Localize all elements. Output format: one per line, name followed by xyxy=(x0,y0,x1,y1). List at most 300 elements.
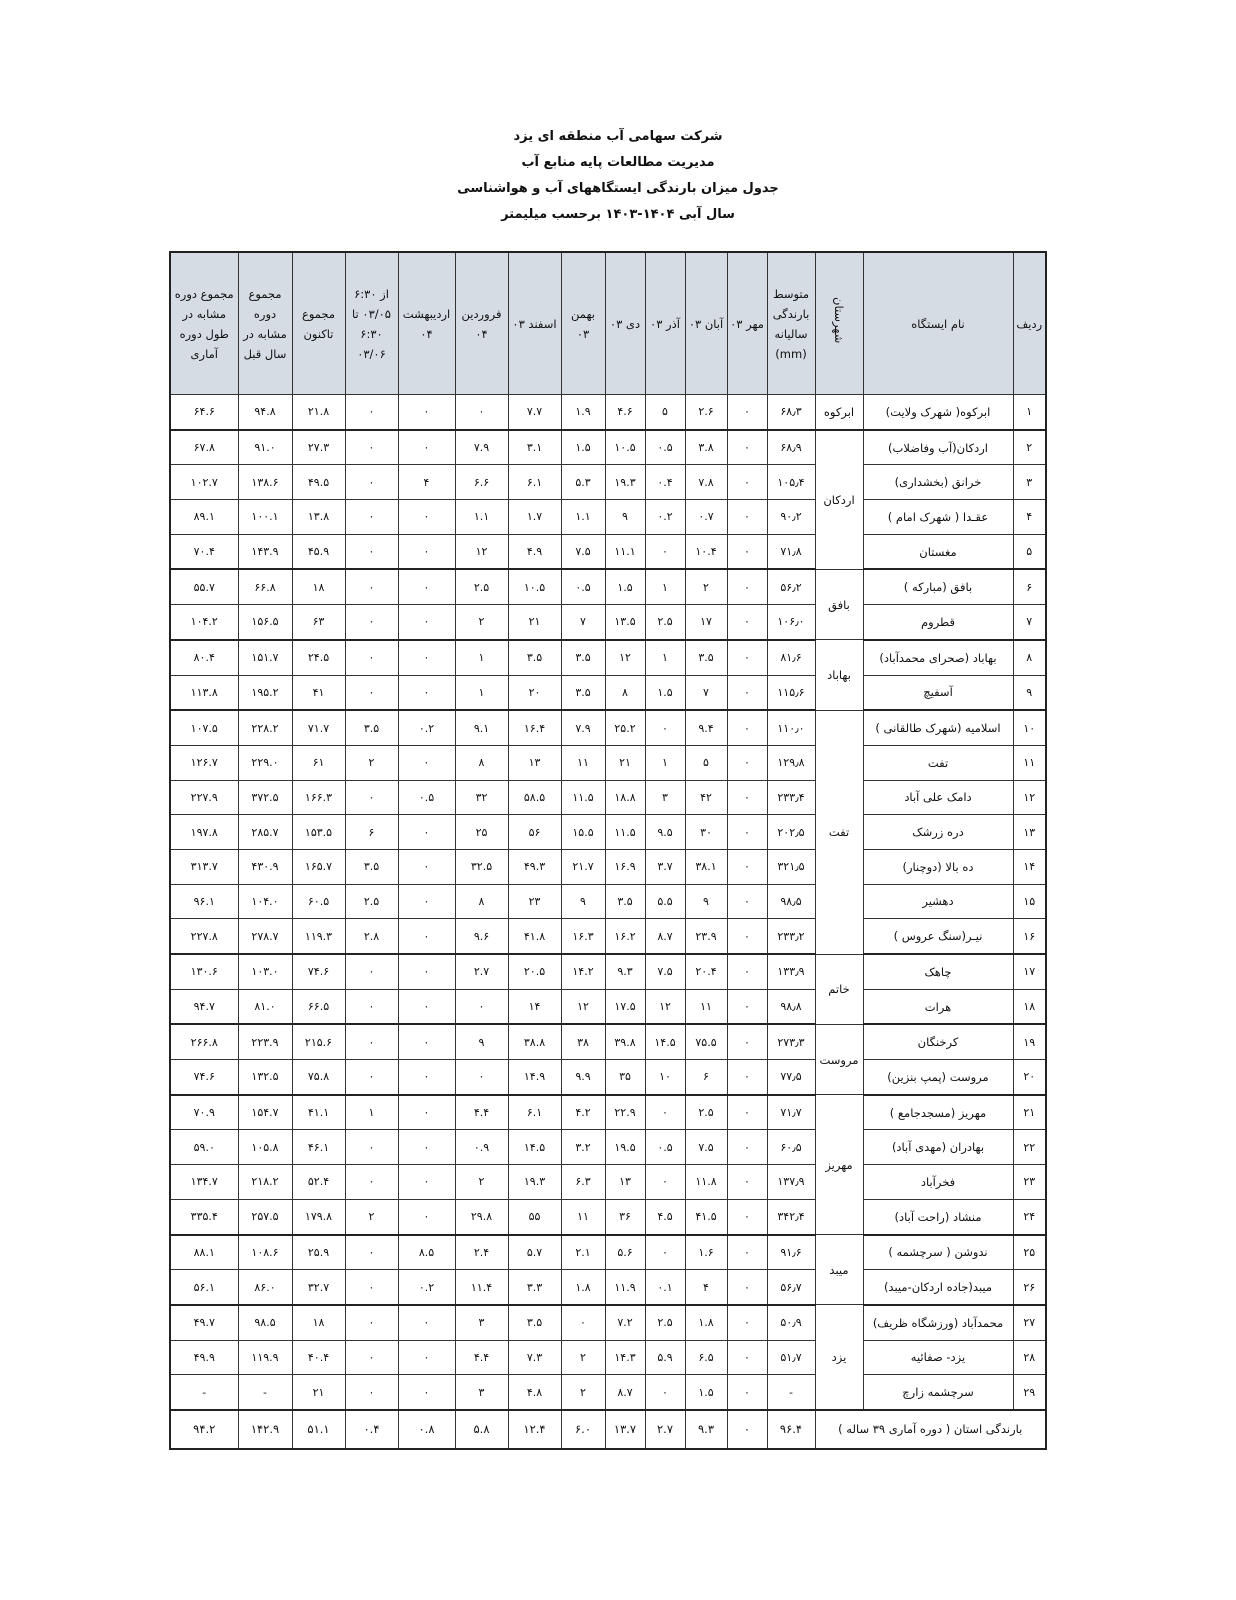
annual-average-cell: ۵۶٫۲ xyxy=(767,569,815,604)
row-number-cell: ۲۳ xyxy=(1013,1165,1046,1200)
total-to-date-cell: ۱۳.۸ xyxy=(292,500,345,535)
annual-average-cell: - xyxy=(767,1375,815,1410)
total-to-date-cell: ۱۷۹.۸ xyxy=(292,1199,345,1234)
table-row xyxy=(170,1060,1046,1095)
dey-cell: ۲۵.۲ xyxy=(605,710,645,745)
farvardin-cell: ۴.۴ xyxy=(455,1340,508,1375)
azar-cell: ۹.۵ xyxy=(645,815,685,850)
table-row xyxy=(170,500,1046,535)
row-number-cell: ۲۴ xyxy=(1013,1199,1046,1234)
long-term-cell: ۱۱۳.۸ xyxy=(170,675,238,710)
long-term-cell: ۴۹.۹ xyxy=(170,1340,238,1375)
previous-year-cell: ۲۲۳.۹ xyxy=(238,1024,292,1059)
esfand-cell: ۲۳ xyxy=(508,884,561,919)
bahman-cell: ۹.۹ xyxy=(561,1060,605,1095)
long-term-cell: ۵۵.۷ xyxy=(170,569,238,604)
azar-cell: ۱.۵ xyxy=(645,675,685,710)
long-term-cell: ۸۸.۱ xyxy=(170,1235,238,1270)
dey-cell: ۳۵ xyxy=(605,1060,645,1095)
row-number-cell: ۲۲ xyxy=(1013,1130,1046,1165)
col-azar: آذر ۰۳ xyxy=(645,252,685,395)
ordibehesht-cell: ۰ xyxy=(398,954,455,989)
period-cell: ۶ xyxy=(345,815,398,850)
mehr-cell: ۰ xyxy=(727,534,767,569)
period-cell: ۰ xyxy=(345,430,398,465)
dey-cell: ۱۳.۵ xyxy=(605,605,645,640)
previous-year-cell: ۱۳۲.۵ xyxy=(238,1060,292,1095)
farvardin-cell: ۹.۱ xyxy=(455,710,508,745)
station-name-cell: یزد- صفائیه xyxy=(863,1340,1013,1375)
total-to-date-cell: ۲۱.۸ xyxy=(292,395,345,430)
aban-cell: ۶ xyxy=(685,1060,727,1095)
previous-year-cell: ۱۰۴.۰ xyxy=(238,884,292,919)
period-cell: ۰ xyxy=(345,1375,398,1410)
previous-year-cell: ۱۴۳.۹ xyxy=(238,534,292,569)
dey-cell: ۱۶.۲ xyxy=(605,919,645,954)
station-name-cell: ندوشن ( سرچشمه ) xyxy=(863,1235,1013,1270)
annual-average-cell: ۷۱٫۷ xyxy=(767,1095,815,1130)
mehr-cell: ۰ xyxy=(727,1024,767,1059)
province-total-row xyxy=(170,1410,1046,1449)
station-name-cell: اردکان(آب وفاضلاب) xyxy=(863,430,1013,465)
long-term-cell: ۷۴.۶ xyxy=(170,1060,238,1095)
period-cell: ۰ xyxy=(345,1340,398,1375)
province-total-value: ۶.۰ xyxy=(561,1410,605,1449)
period-cell: ۰ xyxy=(345,1235,398,1270)
station-name-cell: قطروم xyxy=(863,605,1013,640)
row-number-cell: ۲۷ xyxy=(1013,1305,1046,1340)
annual-average-cell: ۹۸٫۸ xyxy=(767,989,815,1024)
bahman-cell: ۳.۲ xyxy=(561,1130,605,1165)
department-title: مدیریت مطالعات پایه منابع آب xyxy=(521,155,715,170)
header-row xyxy=(170,252,1046,395)
row-number-cell: ۱ xyxy=(1013,395,1046,430)
col-row-number: ردیف xyxy=(1013,252,1046,395)
period-cell: ۰ xyxy=(345,534,398,569)
esfand-cell: ۳.۱ xyxy=(508,430,561,465)
total-to-date-cell: ۲۷.۳ xyxy=(292,430,345,465)
ordibehesht-cell: ۰ xyxy=(398,500,455,535)
azar-cell: ۰ xyxy=(645,710,685,745)
aban-cell: ۴ xyxy=(685,1270,727,1305)
bahman-cell: ۱.۵ xyxy=(561,430,605,465)
dey-cell: ۴.۶ xyxy=(605,395,645,430)
row-number-cell: ۲۸ xyxy=(1013,1340,1046,1375)
mehr-cell: ۰ xyxy=(727,710,767,745)
long-term-cell: ۵۶.۱ xyxy=(170,1270,238,1305)
long-term-cell: ۱۲۶.۷ xyxy=(170,745,238,780)
aban-cell: ۶.۵ xyxy=(685,1340,727,1375)
row-number-cell: ۱۷ xyxy=(1013,954,1046,989)
aban-cell: ۲ xyxy=(685,569,727,604)
dey-cell: ۱۲ xyxy=(605,640,645,675)
total-to-date-cell: ۲۱۵.۶ xyxy=(292,1024,345,1059)
aban-cell: ۱۷ xyxy=(685,605,727,640)
ordibehesht-cell: ۰ xyxy=(398,1095,455,1130)
mehr-cell: ۰ xyxy=(727,1130,767,1165)
period-cell: ۳.۵ xyxy=(345,710,398,745)
long-term-cell: ۱۰۴.۲ xyxy=(170,605,238,640)
mehr-cell: ۰ xyxy=(727,395,767,430)
table-row xyxy=(170,675,1046,710)
long-term-cell: ۱۳۰.۶ xyxy=(170,954,238,989)
period-cell: ۰ xyxy=(345,1130,398,1165)
bahman-cell: ۲ xyxy=(561,1375,605,1410)
table-row xyxy=(170,640,1046,675)
col-farvardin: فروردین ۰۴ xyxy=(455,252,508,395)
previous-year-cell: ۲۵۷.۵ xyxy=(238,1199,292,1234)
ordibehesht-cell: ۰ xyxy=(398,675,455,710)
azar-cell: ۰.۵ xyxy=(645,430,685,465)
esfand-cell: ۱۰.۵ xyxy=(508,569,561,604)
province-total-value: ۰ xyxy=(727,1410,767,1449)
station-name-cell: دهشیر xyxy=(863,884,1013,919)
farvardin-cell: ۳ xyxy=(455,1375,508,1410)
bahman-cell: ۱۱.۵ xyxy=(561,780,605,815)
mehr-cell: ۰ xyxy=(727,954,767,989)
table-row xyxy=(170,1235,1046,1270)
table-row xyxy=(170,1199,1046,1234)
county-cell: مهریز xyxy=(815,1095,863,1235)
rainfall-table xyxy=(169,251,1047,1450)
station-name-cell: مغستان xyxy=(863,534,1013,569)
dey-cell: ۲۱ xyxy=(605,745,645,780)
province-total-value: ۱۲.۴ xyxy=(508,1410,561,1449)
ordibehesht-cell: ۰ xyxy=(398,745,455,780)
dey-cell: ۳۶ xyxy=(605,1199,645,1234)
total-to-date-cell: ۱۶۵.۷ xyxy=(292,849,345,884)
bahman-cell: ۲ xyxy=(561,1340,605,1375)
table-row xyxy=(170,569,1046,604)
row-number-cell: ۲۵ xyxy=(1013,1235,1046,1270)
aban-cell: ۷۵.۵ xyxy=(685,1024,727,1059)
azar-cell: ۸.۷ xyxy=(645,919,685,954)
esfand-cell: ۵۶ xyxy=(508,815,561,850)
long-term-cell: ۷۰.۹ xyxy=(170,1095,238,1130)
previous-year-cell: ۹۱.۰ xyxy=(238,430,292,465)
annual-average-cell: ۹۰٫۲ xyxy=(767,500,815,535)
row-number-cell: ۱۱ xyxy=(1013,745,1046,780)
row-number-cell: ۹ xyxy=(1013,675,1046,710)
esfand-cell: ۷.۳ xyxy=(508,1340,561,1375)
farvardin-cell: ۱.۱ xyxy=(455,500,508,535)
county-cell: بافق xyxy=(815,569,863,639)
total-to-date-cell: ۴۶.۱ xyxy=(292,1130,345,1165)
bahman-cell: ۹ xyxy=(561,884,605,919)
previous-year-cell: ۱۰۸.۶ xyxy=(238,1235,292,1270)
farvardin-cell: ۱ xyxy=(455,675,508,710)
station-name-cell: خرانق (بخشداری) xyxy=(863,465,1013,500)
water-year-title: سال آبی ۱۴۰۴-۱۴۰۳ برحسب میلیمتر xyxy=(501,207,735,222)
aban-cell: ۵ xyxy=(685,745,727,780)
station-name-cell: کرخنگان xyxy=(863,1024,1013,1059)
farvardin-cell: ۰ xyxy=(455,1060,508,1095)
previous-year-cell: ۱۵۶.۵ xyxy=(238,605,292,640)
azar-cell: ۰ xyxy=(645,534,685,569)
table-title: جدول میزان بارندگی ایستگاههای آب و هواشناسی xyxy=(457,181,779,196)
mehr-cell: ۰ xyxy=(727,1165,767,1200)
long-term-cell: ۳۱۳.۷ xyxy=(170,849,238,884)
period-cell: ۲ xyxy=(345,1199,398,1234)
ordibehesht-cell: ۰ xyxy=(398,1024,455,1059)
aban-cell: ۲۰.۴ xyxy=(685,954,727,989)
col-station-name: نام ایستگاه xyxy=(863,252,1013,395)
long-term-cell: ۲۶۶.۸ xyxy=(170,1024,238,1059)
company-title: شرکت سهامی آب منطقه ای یزد xyxy=(513,129,723,144)
period-cell: ۰ xyxy=(345,1270,398,1305)
esfand-cell: ۱۶.۴ xyxy=(508,710,561,745)
bahman-cell: ۱۱ xyxy=(561,1199,605,1234)
aban-cell: ۰.۷ xyxy=(685,500,727,535)
bahman-cell: ۱۴.۲ xyxy=(561,954,605,989)
period-cell: ۲.۸ xyxy=(345,919,398,954)
long-term-cell: ۳۳۵.۴ xyxy=(170,1199,238,1234)
ordibehesht-cell: ۰ xyxy=(398,989,455,1024)
esfand-cell: ۴۹.۳ xyxy=(508,849,561,884)
bahman-cell: ۳.۵ xyxy=(561,640,605,675)
farvardin-cell: ۲.۷ xyxy=(455,954,508,989)
bahman-cell: ۱.۹ xyxy=(561,395,605,430)
long-term-cell: ۱۹۷.۸ xyxy=(170,815,238,850)
period-cell: ۰ xyxy=(345,675,398,710)
row-number-cell: ۱۶ xyxy=(1013,919,1046,954)
mehr-cell: ۰ xyxy=(727,569,767,604)
table-row xyxy=(170,395,1046,430)
period-cell: ۰ xyxy=(345,500,398,535)
county-cell: ابرکوه xyxy=(815,395,863,430)
bahman-cell: ۷ xyxy=(561,605,605,640)
row-number-cell: ۲۰ xyxy=(1013,1060,1046,1095)
azar-cell: ۳ xyxy=(645,780,685,815)
ordibehesht-cell: ۰.۵ xyxy=(398,780,455,815)
table-row xyxy=(170,849,1046,884)
mehr-cell: ۰ xyxy=(727,1305,767,1340)
long-term-cell: ۱۳۴.۷ xyxy=(170,1165,238,1200)
station-name-cell: مروست (پمپ بنزین) xyxy=(863,1060,1013,1095)
document-header xyxy=(0,124,1236,228)
aban-cell: ۲۳.۹ xyxy=(685,919,727,954)
bahman-cell: ۲.۱ xyxy=(561,1235,605,1270)
row-number-cell: ۱۲ xyxy=(1013,780,1046,815)
province-total-value: ۱۴۲.۹ xyxy=(238,1410,292,1449)
farvardin-cell: ۲ xyxy=(455,605,508,640)
annual-average-cell: ۱۳۷٫۹ xyxy=(767,1165,815,1200)
aban-cell: ۲.۵ xyxy=(685,1095,727,1130)
aban-cell: ۳.۵ xyxy=(685,640,727,675)
station-name-cell: تفت xyxy=(863,745,1013,780)
azar-cell: ۰.۱ xyxy=(645,1270,685,1305)
bahman-cell: ۲۱.۷ xyxy=(561,849,605,884)
bahman-cell: ۰ xyxy=(561,1305,605,1340)
azar-cell: ۰ xyxy=(645,1375,685,1410)
station-name-cell: دامک علی آباد xyxy=(863,780,1013,815)
col-county: شهرستان xyxy=(815,252,863,395)
mehr-cell: ۰ xyxy=(727,640,767,675)
ordibehesht-cell: ۰ xyxy=(398,395,455,430)
previous-year-cell: ۸۶.۰ xyxy=(238,1270,292,1305)
annual-average-cell: ۱۰۵٫۴ xyxy=(767,465,815,500)
total-to-date-cell: ۶۶.۵ xyxy=(292,989,345,1024)
mehr-cell: ۰ xyxy=(727,884,767,919)
period-cell: ۰ xyxy=(345,465,398,500)
row-number-cell: ۲۹ xyxy=(1013,1375,1046,1410)
esfand-cell: ۶.۱ xyxy=(508,1095,561,1130)
province-total-value: ۱۳.۷ xyxy=(605,1410,645,1449)
ordibehesht-cell: ۰.۲ xyxy=(398,1270,455,1305)
aban-cell: ۱.۵ xyxy=(685,1375,727,1410)
dey-cell: ۱۹.۳ xyxy=(605,465,645,500)
aban-cell: ۳۸.۱ xyxy=(685,849,727,884)
farvardin-cell: ۲۵ xyxy=(455,815,508,850)
azar-cell: ۰.۲ xyxy=(645,500,685,535)
mehr-cell: ۰ xyxy=(727,780,767,815)
station-name-cell: نیـر(سنگ عروس ) xyxy=(863,919,1013,954)
mehr-cell: ۰ xyxy=(727,1095,767,1130)
table-row xyxy=(170,465,1046,500)
annual-average-cell: ۲۰۲٫۵ xyxy=(767,815,815,850)
annual-average-cell: ۱۲۹٫۸ xyxy=(767,745,815,780)
long-term-cell: ۹۴.۷ xyxy=(170,989,238,1024)
farvardin-cell: ۴.۴ xyxy=(455,1095,508,1130)
azar-cell: ۱ xyxy=(645,640,685,675)
previous-year-cell: ۲۲۹.۰ xyxy=(238,745,292,780)
station-name-cell: محمدآباد (ورزشگاه ظریف) xyxy=(863,1305,1013,1340)
ordibehesht-cell: ۰ xyxy=(398,569,455,604)
period-cell: ۰ xyxy=(345,605,398,640)
table-body xyxy=(170,395,1046,1449)
ordibehesht-cell: ۰ xyxy=(398,815,455,850)
long-term-cell: ۱۰۲.۷ xyxy=(170,465,238,500)
previous-year-cell: ۲۸۵.۷ xyxy=(238,815,292,850)
station-name-cell: آسفیچ xyxy=(863,675,1013,710)
farvardin-cell: ۹ xyxy=(455,1024,508,1059)
farvardin-cell: ۰.۹ xyxy=(455,1130,508,1165)
azar-cell: ۱۲ xyxy=(645,989,685,1024)
period-cell: ۲.۵ xyxy=(345,884,398,919)
bahman-cell: ۴.۲ xyxy=(561,1095,605,1130)
ordibehesht-cell: ۰ xyxy=(398,430,455,465)
table-row xyxy=(170,919,1046,954)
row-number-cell: ۱۳ xyxy=(1013,815,1046,850)
esfand-cell: ۱۹.۳ xyxy=(508,1165,561,1200)
ordibehesht-cell: ۰ xyxy=(398,849,455,884)
station-name-cell: دره زرشک xyxy=(863,815,1013,850)
table-row xyxy=(170,745,1046,780)
province-total-value: ۲.۷ xyxy=(645,1410,685,1449)
dey-cell: ۱.۵ xyxy=(605,569,645,604)
azar-cell: ۴.۵ xyxy=(645,1199,685,1234)
ordibehesht-cell: ۰ xyxy=(398,919,455,954)
dey-cell: ۱۴.۳ xyxy=(605,1340,645,1375)
previous-year-cell: ۹۴.۸ xyxy=(238,395,292,430)
total-to-date-cell: ۵۲.۴ xyxy=(292,1165,345,1200)
period-cell: ۰ xyxy=(345,954,398,989)
total-to-date-cell: ۶۱ xyxy=(292,745,345,780)
annual-average-cell: ۸۱٫۶ xyxy=(767,640,815,675)
esfand-cell: ۴.۹ xyxy=(508,534,561,569)
row-number-cell: ۱۵ xyxy=(1013,884,1046,919)
previous-year-cell: ۲۱۸.۲ xyxy=(238,1165,292,1200)
dey-cell: ۵.۶ xyxy=(605,1235,645,1270)
table-row xyxy=(170,780,1046,815)
station-name-cell: بافق (مبارکه ) xyxy=(863,569,1013,604)
province-total-value: ۰.۴ xyxy=(345,1410,398,1449)
mehr-cell: ۰ xyxy=(727,1060,767,1095)
station-name-cell: چاهک xyxy=(863,954,1013,989)
bahman-cell: ۰.۵ xyxy=(561,569,605,604)
bahman-cell: ۷.۵ xyxy=(561,534,605,569)
table-row xyxy=(170,1375,1046,1410)
annual-average-cell: ۱۱۵٫۶ xyxy=(767,675,815,710)
azar-cell: ۵ xyxy=(645,395,685,430)
col-dey: دی ۰۳ xyxy=(605,252,645,395)
aban-cell: ۷.۸ xyxy=(685,465,727,500)
ordibehesht-cell: ۰ xyxy=(398,1130,455,1165)
period-cell: ۰ xyxy=(345,1305,398,1340)
annual-average-cell: ۵۰٫۹ xyxy=(767,1305,815,1340)
table-row xyxy=(170,1340,1046,1375)
mehr-cell: ۰ xyxy=(727,1340,767,1375)
aban-cell: ۴۲ xyxy=(685,780,727,815)
previous-year-cell: ۱۰۳.۰ xyxy=(238,954,292,989)
azar-cell: ۷.۵ xyxy=(645,954,685,989)
table-row xyxy=(170,1130,1046,1165)
row-number-cell: ۳ xyxy=(1013,465,1046,500)
dey-cell: ۸ xyxy=(605,675,645,710)
col-long-term: مجموع دوره مشابه در طول دوره آماری xyxy=(170,252,238,395)
long-term-cell: ۶۴.۶ xyxy=(170,395,238,430)
total-to-date-cell: ۴۱.۱ xyxy=(292,1095,345,1130)
esfand-cell: ۱.۷ xyxy=(508,500,561,535)
period-cell: ۰ xyxy=(345,569,398,604)
ordibehesht-cell: ۴ xyxy=(398,465,455,500)
esfand-cell: ۱۴ xyxy=(508,989,561,1024)
annual-average-cell: ۵۶٫۷ xyxy=(767,1270,815,1305)
long-term-cell: ۴۹.۷ xyxy=(170,1305,238,1340)
row-number-cell: ۷ xyxy=(1013,605,1046,640)
farvardin-cell: ۰ xyxy=(455,395,508,430)
station-name-cell: بهادران (مهدی آباد) xyxy=(863,1130,1013,1165)
long-term-cell: ۸۹.۱ xyxy=(170,500,238,535)
aban-cell: ۱.۸ xyxy=(685,1305,727,1340)
farvardin-cell: ۰ xyxy=(455,989,508,1024)
dey-cell: ۱۱.۹ xyxy=(605,1270,645,1305)
station-name-cell: بهاباد (صحرای محمدآباد) xyxy=(863,640,1013,675)
aban-cell: ۲.۶ xyxy=(685,395,727,430)
azar-cell: ۰.۴ xyxy=(645,465,685,500)
farvardin-cell: ۳ xyxy=(455,1305,508,1340)
esfand-cell: ۳.۳ xyxy=(508,1270,561,1305)
province-total-value: ۵.۸ xyxy=(455,1410,508,1449)
row-number-cell: ۲۶ xyxy=(1013,1270,1046,1305)
total-to-date-cell: ۴۹.۵ xyxy=(292,465,345,500)
annual-average-cell: ۶۸٫۹ xyxy=(767,430,815,465)
ordibehesht-cell: ۰ xyxy=(398,1375,455,1410)
period-cell: ۰ xyxy=(345,1024,398,1059)
row-number-cell: ۶ xyxy=(1013,569,1046,604)
total-to-date-cell: ۲۵.۹ xyxy=(292,1235,345,1270)
table-row xyxy=(170,1305,1046,1340)
annual-average-cell: ۶۰٫۵ xyxy=(767,1130,815,1165)
aban-cell: ۱.۶ xyxy=(685,1235,727,1270)
annual-average-cell: ۲۷۳٫۳ xyxy=(767,1024,815,1059)
dey-cell: ۱۸.۸ xyxy=(605,780,645,815)
county-cell: مروست xyxy=(815,1024,863,1094)
province-total-value: ۹۶.۴ xyxy=(767,1410,815,1449)
mehr-cell: ۰ xyxy=(727,1199,767,1234)
aban-cell: ۹.۴ xyxy=(685,710,727,745)
row-number-cell: ۲۱ xyxy=(1013,1095,1046,1130)
